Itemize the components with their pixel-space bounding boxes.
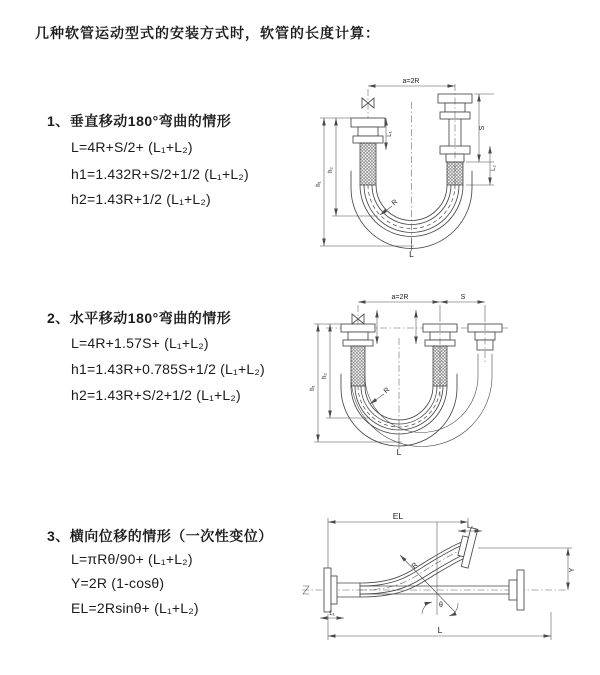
dim-label-r: R [410, 561, 420, 571]
section-3-formula-L: L=πRθ/90+ (L₁+L₂) [71, 551, 193, 567]
dim-label-l: L [437, 625, 443, 635]
dim-label-h1: h₁ [316, 181, 322, 187]
section-1-formula-h2: h2=1.43R+1/2 (L₁+L₂) [71, 191, 211, 207]
dim-label-l: L [409, 249, 414, 259]
dim-label-theta: θ [439, 602, 443, 609]
dim-label-h2: h₂ [328, 167, 334, 173]
dim-label-l2: L₂ [467, 524, 473, 530]
dimension-y [478, 548, 576, 590]
section-1-formula-h1: h1=1.432R+S/2+1/2 (L₁+L₂) [71, 166, 249, 182]
dimension-l [328, 612, 551, 640]
diagram-vertical-180-bend [316, 76, 516, 258]
dim-label-l1: L₁ [387, 131, 393, 137]
dim-label-a2r: a=2R [391, 294, 409, 301]
dim-label-el: EL [392, 511, 404, 521]
dim-label-s: S [479, 125, 486, 131]
dimension-a2r [358, 294, 440, 302]
dim-label-l: L [396, 447, 402, 457]
diagram-lateral-displacement [298, 510, 588, 650]
right-flange-assembly [438, 84, 472, 192]
dim-label-h1: h₁ [310, 385, 316, 391]
left-flange-assembly [324, 568, 360, 612]
dim-label-s: S [460, 294, 466, 301]
dimension-l2 [466, 146, 497, 185]
left-flange-assembly [351, 118, 385, 185]
section-2-formula-h2: h2=1.43R+S/2+1/2 (L₁+L₂) [71, 387, 241, 403]
dim-label-l2: L₂ [491, 165, 497, 171]
radius-label [370, 387, 391, 404]
dimension-l2 [458, 524, 482, 531]
valve-icon [352, 305, 364, 326]
section-1-heading: 1、垂直移动180°弯曲的情形 [47, 113, 232, 129]
dim-label-r: R [382, 386, 392, 396]
section-3-heading: 3、横向位移的情形（一次性变位） [47, 528, 273, 544]
dim-label-y: Y [569, 567, 576, 573]
dim-label-l1: L₁ [329, 611, 335, 617]
right-flange-assembly [468, 324, 502, 364]
length-label [397, 438, 402, 457]
dim-label-a2r: a=2R [402, 78, 420, 85]
left-flange-assembly [341, 324, 375, 386]
section-2-heading: 2、水平移动180°弯曲的情形 [47, 310, 232, 326]
section-1-formula-L: L=4R+S/2+ (L₁+L₂) [71, 139, 193, 155]
hose-u-bend-moved [351, 354, 492, 447]
section-2-formula-L: L=4R+1.57S+ (L₁+L₂) [71, 335, 209, 351]
dimension-el [328, 511, 468, 568]
section-3-formula-EL: EL=2Rsinθ+ (L₁+L₂) [71, 600, 199, 616]
section-3-formula-Y: Y=2R (1-cosθ) [71, 575, 165, 591]
diagram-horizontal-180-bend [312, 292, 547, 457]
page-title: 几种软管运动型式的安装方式时，软管的长度计算： [35, 25, 380, 41]
dim-label-r: R [390, 198, 400, 208]
dim-label-h2: h₂ [322, 373, 328, 379]
section-2-formula-h1: h1=1.43R+0.785S+1/2 (L₁+L₂) [71, 361, 265, 377]
dimension-l1 [386, 118, 393, 150]
radius-and-angle [400, 522, 458, 616]
dimension-s [440, 294, 485, 322]
valve-icon [362, 89, 374, 118]
dimension-a2r [368, 78, 455, 86]
length-label [409, 239, 414, 259]
